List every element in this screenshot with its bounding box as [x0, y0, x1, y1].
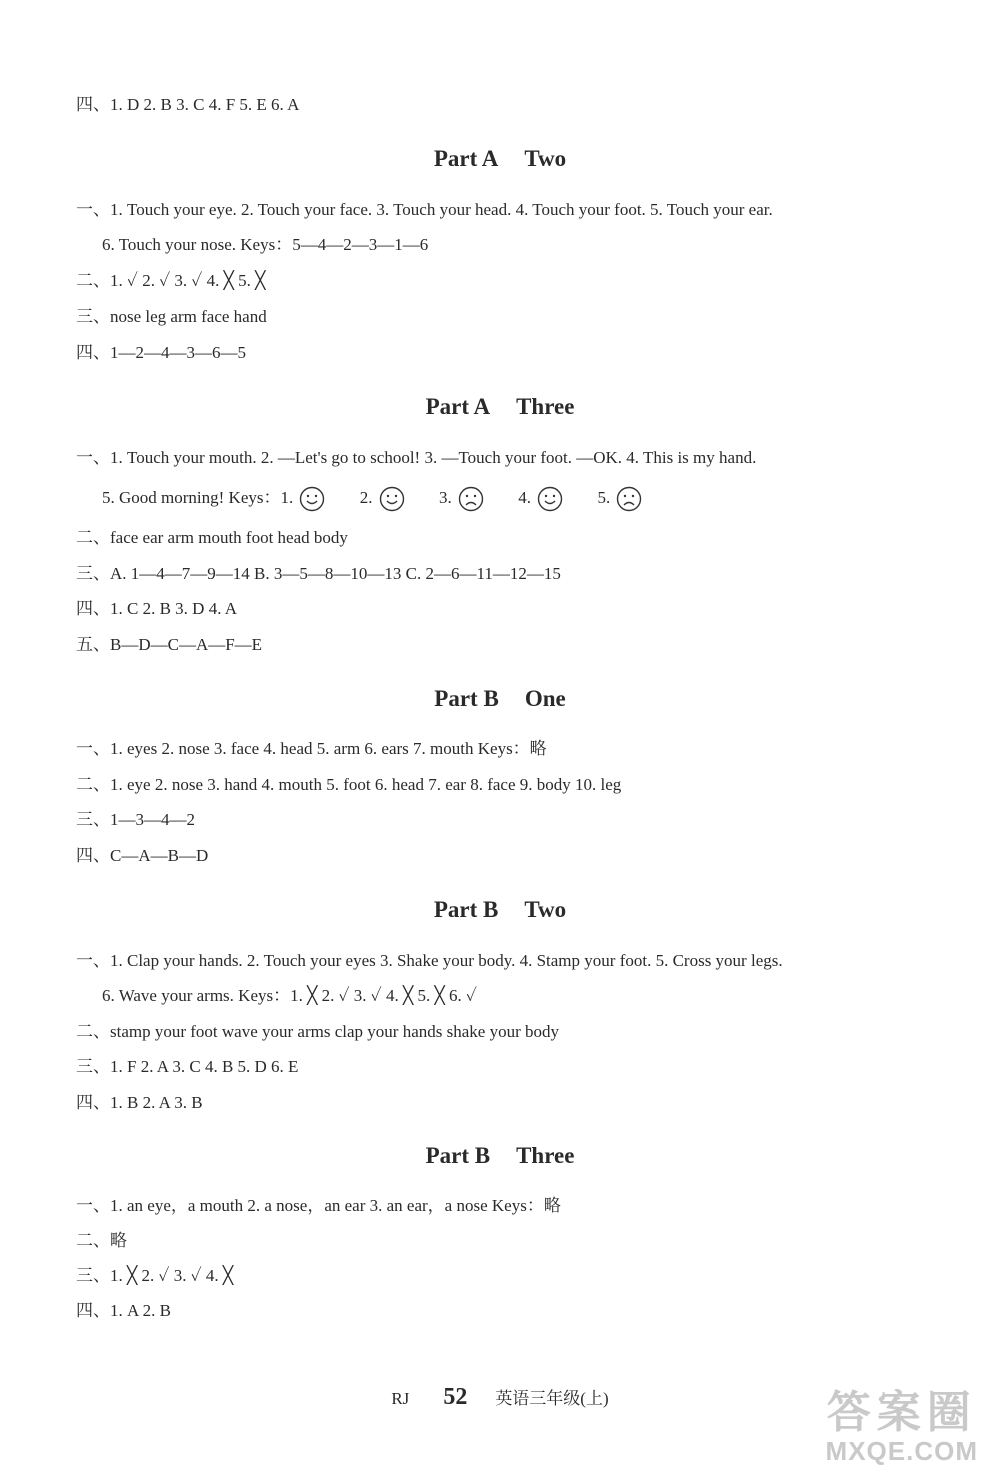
answer-line: 一、1. Touch your eye. 2. Touch your face. 3. Touch your head. 4. Touch your foot. 5. Touch your ear.	[76, 200, 773, 219]
keys-number: 4.	[518, 487, 531, 507]
sad-face-icon	[458, 486, 484, 512]
sad-face-icon	[616, 486, 642, 512]
watermark-text: 答案圈	[826, 1388, 977, 1437]
watermark-logo	[826, 1389, 978, 1465]
book-subject: 英语三年级(上)	[495, 1389, 609, 1408]
answer-line-keys	[102, 486, 644, 512]
answer-line: 二、1. ✓ 2. ✓ 3. ✓ 4. ╳ 5. ╳	[76, 271, 266, 290]
heading-part: Part B	[434, 686, 499, 711]
answer-line: 三、1. F 2. A 3. C 4. B 5. D 6. E	[76, 1057, 299, 1076]
heading-unit: Two	[524, 897, 567, 922]
section-heading	[0, 145, 1000, 173]
answer-line: 四、1. D 2. B 3. C 4. F 5. E 6. A	[76, 95, 300, 114]
heading-unit: Three	[516, 394, 575, 419]
section-heading	[0, 393, 1000, 421]
answer-line: 6. Touch your nose. Keys：5—4—2—3—1—6	[102, 235, 429, 254]
answer-line: 三、1. ╳ 2. ✓ 3. ✓ 4. ╳	[76, 1266, 234, 1285]
answer-line: 一、1. Clap your hands. 2. Touch your eyes 3. Shake your body. 4. Stamp your foot. 5. Cross your legs.	[76, 951, 783, 970]
edition-code: RJ	[391, 1389, 410, 1408]
keys-number: 5.	[597, 487, 611, 507]
section-heading	[0, 1142, 1000, 1170]
heading-part: Part B	[433, 897, 499, 922]
keys-number: 3.	[438, 487, 452, 507]
heading-part: Part B	[425, 1143, 491, 1168]
answer-line: 四、1—2—4—3—6—5	[76, 343, 246, 362]
answer-line: 四、1. B 2. A 3. B	[76, 1093, 203, 1112]
heading-unit: One	[524, 686, 566, 711]
answer-line: 一、1. eyes 2. nose 3. face 4. head 5. arm 6. ears 7. mouth Keys：略	[76, 739, 547, 758]
heading-part: Part A	[433, 146, 499, 171]
answer-line: 四、C—A—B—D	[76, 846, 209, 865]
answer-line: 三、1—3—4—2	[76, 810, 195, 829]
answer-line: 6. Wave your arms. Keys：1. ╳ 2. ✓ 3. ✓ 4. ╳ 5. ╳ 6. ✓	[102, 986, 477, 1005]
answer-line: 四、1. A 2. B	[76, 1301, 171, 1320]
answer-line: 一、1. Touch your mouth. 2. —Let's go to school! 3. —Touch your foot. —OK. 4. This is my hand.	[76, 448, 757, 467]
answer-line: 三、nose leg arm face hand	[76, 307, 267, 326]
keys-number: 2.	[359, 487, 373, 507]
page-number: 52	[443, 1384, 468, 1410]
answer-line: 四、1. C 2. B 3. D 4. A	[76, 599, 238, 618]
heading-unit: Three	[516, 1143, 575, 1168]
smile-face-icon	[537, 486, 563, 512]
heading-unit: Two	[524, 146, 567, 171]
answer-line: 二、stamp your foot wave your arms clap your hands shake your body	[76, 1022, 559, 1041]
smile-face-icon	[379, 486, 405, 512]
answer-line: 三、A. 1—4—7—9—14 B. 3—5—8—10—13 C. 2—6—11—12—15	[76, 564, 561, 583]
heading-part: Part A	[425, 394, 491, 419]
answer-line: 二、face ear arm mouth foot head body	[76, 528, 348, 547]
answer-line: 二、略	[76, 1231, 127, 1250]
answer-line: 五、B—D—C—A—F—E	[76, 635, 263, 654]
answer-line: 二、1. eye 2. nose 3. hand 4. mouth 5. foot 6. head 7. ear 8. face 9. body 10. leg	[76, 775, 622, 794]
answer-line: 一、1. an eye，a mouth 2. a nose，an ear 3. an ear，a nose Keys：略	[76, 1196, 561, 1215]
smile-face-icon	[299, 486, 325, 512]
section-heading	[0, 685, 1000, 713]
watermark-url: MXQE.COM	[825, 1436, 978, 1466]
keys-prefix: 5. Good morning! Keys：1.	[102, 487, 294, 507]
section-heading	[0, 896, 1000, 924]
